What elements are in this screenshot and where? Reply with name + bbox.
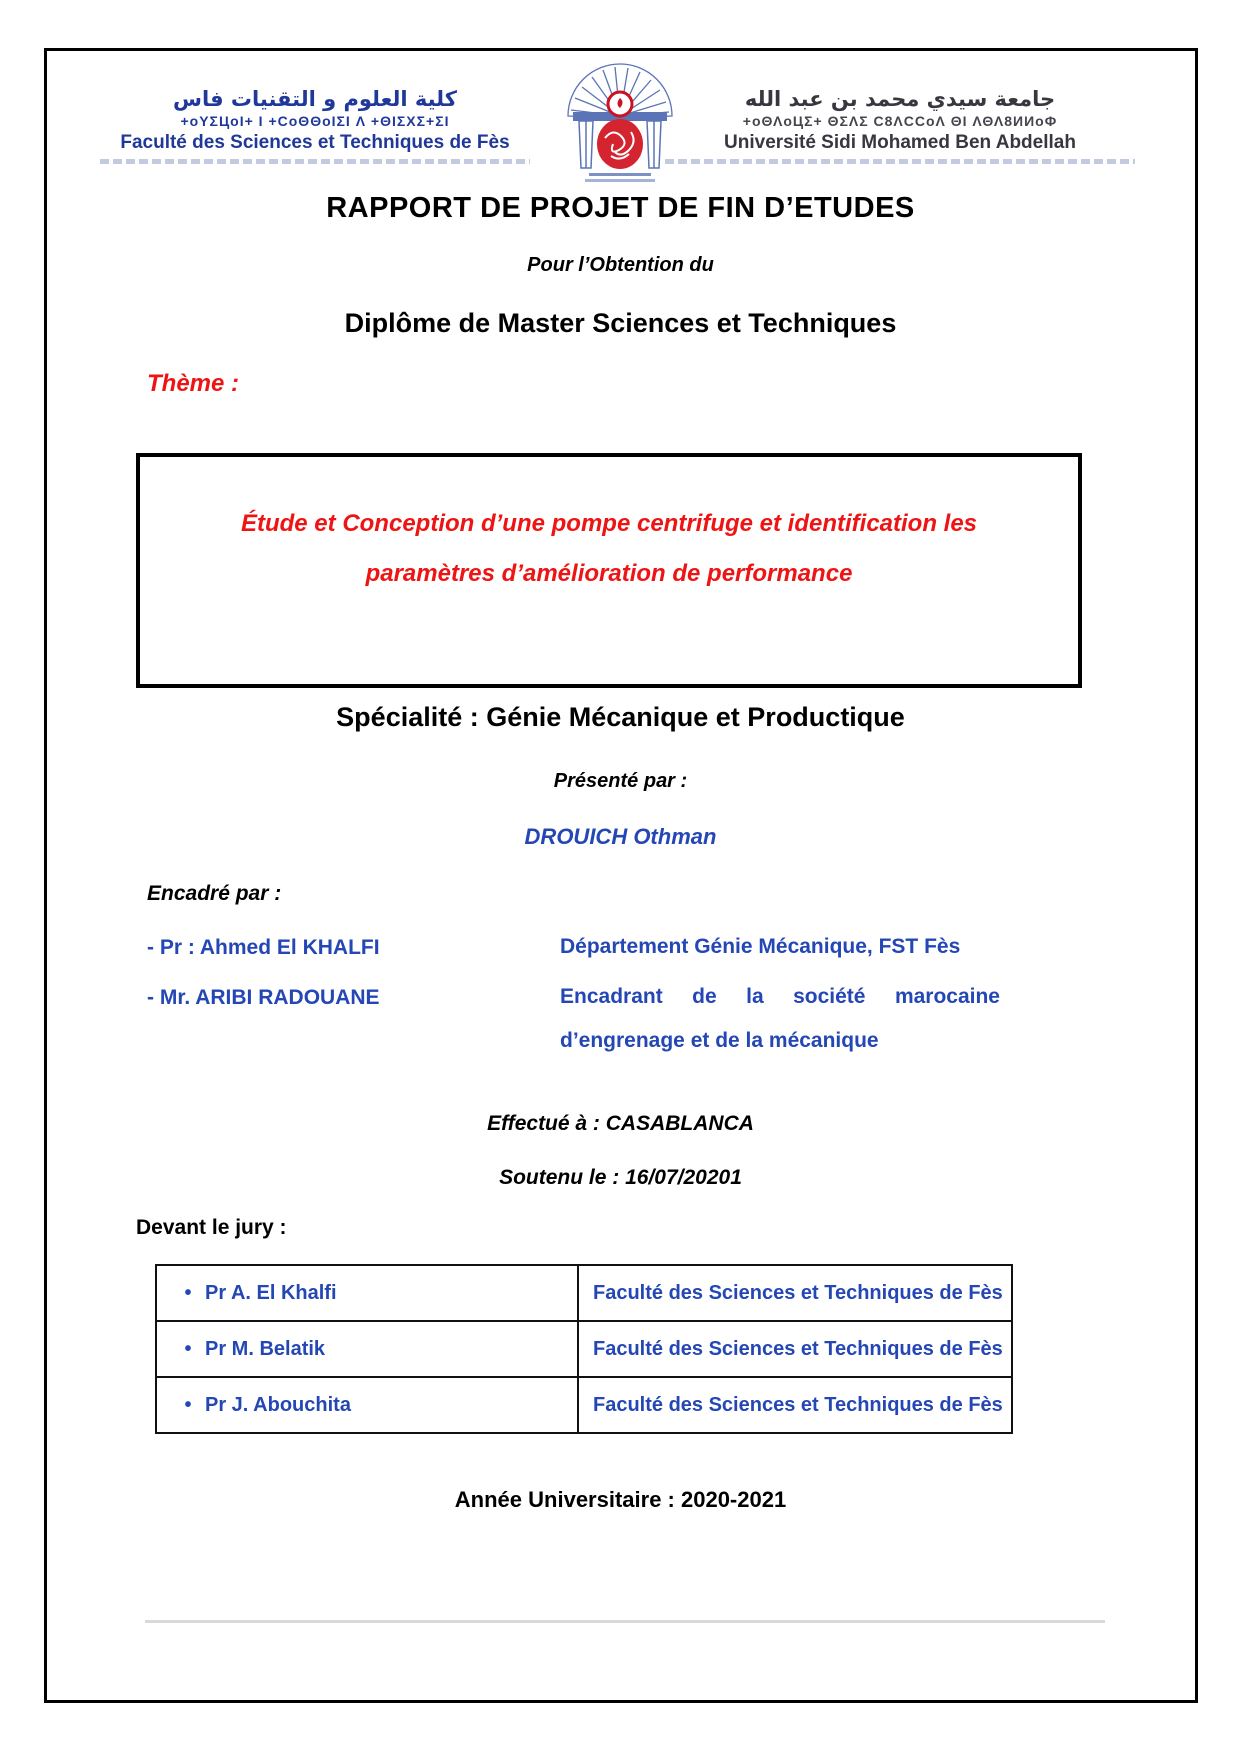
jury-affiliation-cell: Faculté des Sciences et Techniques de Fès xyxy=(578,1377,1012,1433)
university-name-arabic: جامعة سيدي محمد بن عبد الله xyxy=(744,87,1056,111)
header-right-university xyxy=(665,86,1135,164)
theme-line1: Étude et Conception d’une pompe centrifuge et identification les xyxy=(240,510,978,537)
jury-label: Devant le jury : xyxy=(136,1216,287,1239)
supervised-by-label: Encadré par : xyxy=(147,882,282,905)
faculty-name-french: Faculté des Sciences et Techniques de Fès xyxy=(120,131,510,153)
theme-label: Thème : xyxy=(147,370,240,397)
defense-date-line: Soutenu le : 16/07/20201 xyxy=(499,1166,742,1189)
page-border xyxy=(44,48,1198,1703)
jury-member-cell xyxy=(156,1321,578,1377)
obtention-subtitle: Pour l’Obtention du xyxy=(527,254,714,276)
jury-row xyxy=(156,1321,1012,1377)
jury-row xyxy=(156,1377,1012,1433)
student-name: DROUICH Othman xyxy=(524,824,717,849)
faculty-name-tifinagh: +oYΣЦoI+ I +CoΘΘoIΣI Λ +ΘIΣXΣ+ΣI xyxy=(180,113,450,130)
footer-divider xyxy=(145,1620,1105,1623)
report-title: RAPPORT DE PROJET DE FIN D’ETUDES xyxy=(326,192,915,224)
supervisor2-name: - Mr. ARIBI RADOUANE xyxy=(147,986,380,1009)
university-name-tifinagh: +oΘΛoЦΣ+ ΘΣΛΣ C8ΛCCoΛ ΘI ΛΘΛ8ИИoΦ xyxy=(742,113,1058,130)
bullet-icon: • xyxy=(184,1393,192,1416)
jury-member-cell xyxy=(156,1265,578,1321)
decorative-dash-line xyxy=(665,159,1135,164)
supervisor2-affiliation xyxy=(560,975,1000,1063)
supervisor2-affiliation-line2: d’engrenage et de la mécanique xyxy=(560,1029,879,1052)
location-line: Effectué à : CASABLANCA xyxy=(487,1112,754,1135)
jury-table xyxy=(155,1264,1013,1434)
faculty-name-arabic: كلية العلوم و التقنيات فاس xyxy=(173,87,457,111)
jury-member-name: Pr J. Abouchita xyxy=(205,1393,351,1416)
jury-affiliation-cell: Faculté des Sciences et Techniques de Fès xyxy=(578,1265,1012,1321)
theme-text xyxy=(140,457,1078,599)
university-name-french: Université Sidi Mohamed Ben Abdellah xyxy=(724,131,1076,153)
specialty-title: Spécialité : Génie Mécanique et Productique xyxy=(336,702,905,732)
supervisor1-name: - Pr : Ahmed El KHALFI xyxy=(147,936,380,959)
jury-row xyxy=(156,1265,1012,1321)
header-left-institution xyxy=(100,86,530,164)
jury-affiliation-cell: Faculté des Sciences et Techniques de Fès xyxy=(578,1321,1012,1377)
supervisor1-affiliation: Département Génie Mécanique, FST Fès xyxy=(560,935,961,958)
diploma-title: Diplôme de Master Sciences et Techniques xyxy=(344,308,897,338)
jury-member-name: Pr A. El Khalfi xyxy=(205,1281,337,1304)
theme-line2: paramètres d’amélioration de performance xyxy=(365,560,853,587)
bullet-icon: • xyxy=(184,1337,192,1360)
jury-member-cell xyxy=(156,1377,578,1433)
jury-member-name: Pr M. Belatik xyxy=(205,1337,326,1360)
academic-year: Année Universitaire : 2020-2021 xyxy=(454,1487,787,1512)
decorative-dash-line xyxy=(100,159,530,164)
presented-by-label: Présenté par : xyxy=(553,770,688,792)
supervisor2-affiliation-line1: Encadrant de la société marocaine xyxy=(560,985,1000,1008)
theme-box xyxy=(136,453,1082,688)
bullet-icon: • xyxy=(184,1281,192,1304)
